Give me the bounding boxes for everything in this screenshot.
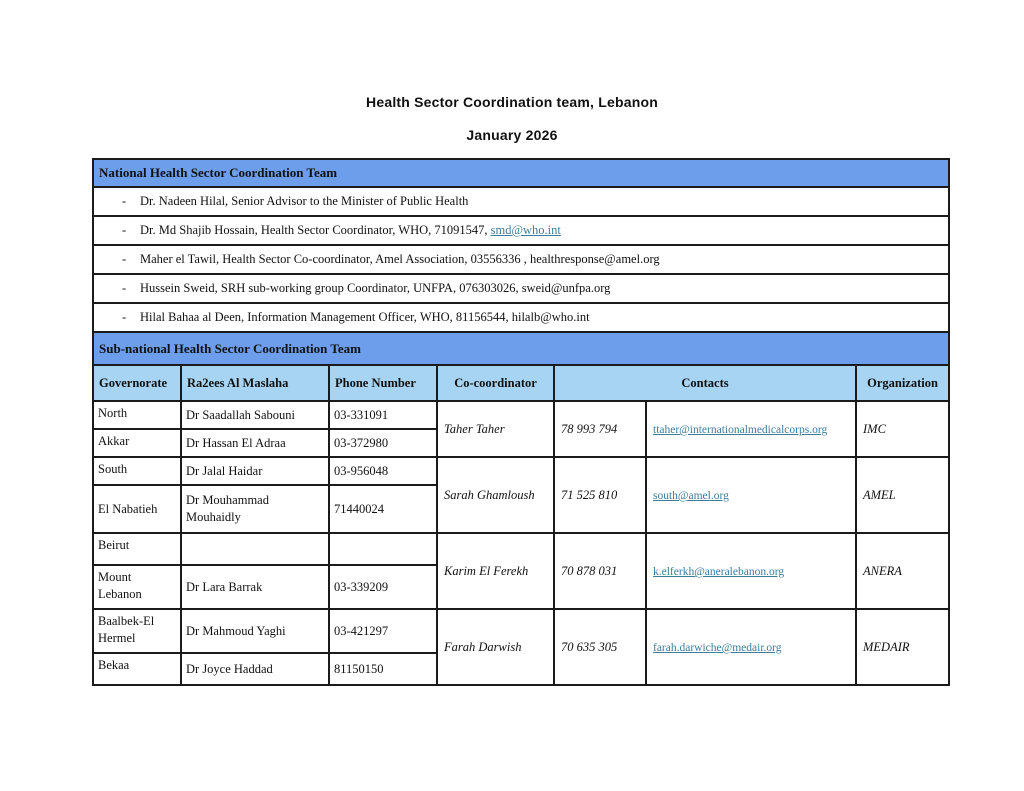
organization-cell: ANERA [856, 533, 949, 609]
doctor-cell: Dr Lara Barrak [181, 565, 329, 609]
doctor-cell: Dr Saadallah Sabouni [181, 401, 329, 429]
doctor-cell: Dr Jalal Haidar [181, 457, 329, 485]
member-cell [93, 303, 949, 332]
email-link[interactable]: smd@who.int [490, 223, 561, 237]
bullet-dash: - [122, 223, 127, 237]
organization-cell: MEDAIR [856, 609, 949, 685]
member-cell [93, 245, 949, 274]
table-row [93, 533, 949, 565]
national-member-row [93, 187, 949, 216]
member-text: Maher el Tawil, Health Sector Co-coordinator, Amel Association, 03556336 , healthresponse@amel.org [140, 252, 660, 266]
table-row [93, 457, 949, 485]
bullet-dash: - [122, 252, 127, 266]
email-link[interactable]: k.elferkh@aneralebanon.org [653, 566, 785, 578]
bullet-dash: - [122, 281, 127, 295]
coordination-table [92, 158, 950, 686]
email-link[interactable]: ttaher@internationalmedicalcorps.org [653, 424, 828, 436]
column-header-row [93, 365, 949, 401]
col-ra2ees: Ra2ees Al Maslaha [181, 365, 329, 401]
governorate-cell: Baalbek-El Hermel [93, 609, 181, 653]
national-member-row [93, 216, 949, 245]
organization-cell: IMC [856, 401, 949, 457]
contact-email-cell [646, 457, 856, 533]
phone-cell: 03-956048 [329, 457, 437, 485]
coordinator-cell: Farah Darwish [437, 609, 554, 685]
contact-email-cell [646, 401, 856, 457]
page-title: Health Sector Coordination team, Lebanon [366, 94, 658, 110]
page-subtitle: January 2026 [466, 127, 558, 143]
subnational-header-row [93, 332, 949, 365]
national-section-header: National Health Sector Coordination Team [93, 159, 949, 187]
email-link[interactable]: south@amel.org [653, 490, 729, 502]
contact-phone-cell: 70 878 031 [554, 533, 646, 609]
coordinator-cell: Sarah Ghamloush [437, 457, 554, 533]
contact-phone-cell: 71 525 810 [554, 457, 646, 533]
coordinator-cell: Taher Taher [437, 401, 554, 457]
member-cell [93, 187, 949, 216]
phone-cell: 81150150 [329, 653, 437, 685]
governorate-cell: South [93, 457, 181, 485]
governorate-cell: Bekaa [93, 653, 181, 685]
table-row [93, 401, 949, 429]
coordinator-cell: Karim El Ferekh [437, 533, 554, 609]
member-text: Dr. Nadeen Hilal, Senior Advisor to the Minister of Public Health [140, 194, 469, 208]
col-governorate: Governorate [93, 365, 181, 401]
doctor-cell [181, 533, 329, 565]
col-coordinator: Co-coordinator [437, 365, 554, 401]
national-member-row [93, 274, 949, 303]
table-row [93, 609, 949, 653]
doctor-cell: Dr Mahmoud Yaghi [181, 609, 329, 653]
member-cell [93, 274, 949, 303]
contact-email-cell [646, 533, 856, 609]
governorate-cell: El Nabatieh [93, 485, 181, 533]
phone-cell: 71440024 [329, 485, 437, 533]
email-link[interactable]: farah.darwiche@medair.org [653, 642, 782, 654]
national-member-row [93, 303, 949, 332]
phone-cell: 03-421297 [329, 609, 437, 653]
doctor-cell: Dr Mouhammad Mouhaidly [181, 485, 329, 533]
member-cell [93, 216, 949, 245]
member-text: Dr. Md Shajib Hossain, Health Sector Coordinator, WHO, 71091547, [140, 223, 491, 237]
national-member-row [93, 245, 949, 274]
doctor-cell: Dr Hassan El Adraa [181, 429, 329, 457]
col-phone: Phone Number [329, 365, 437, 401]
phone-cell: 03-331091 [329, 401, 437, 429]
col-contacts: Contacts [554, 365, 856, 401]
phone-cell: 03-372980 [329, 429, 437, 457]
contact-email-cell [646, 609, 856, 685]
bullet-dash: - [122, 310, 127, 324]
governorate-cell: Mount Lebanon [93, 565, 181, 609]
member-text: Hussein Sweid, SRH sub-working group Coordinator, UNFPA, 076303026, sweid@unfpa.org [140, 281, 611, 295]
phone-cell [329, 533, 437, 565]
organization-cell: AMEL [856, 457, 949, 533]
national-header-row [93, 159, 949, 187]
bullet-dash: - [122, 194, 127, 208]
phone-cell: 03-339209 [329, 565, 437, 609]
col-organization: Organization [856, 365, 949, 401]
subnational-section-header: Sub-national Health Sector Coordination Team [93, 332, 949, 365]
contact-phone-cell: 70 635 305 [554, 609, 646, 685]
doctor-cell: Dr Joyce Haddad [181, 653, 329, 685]
governorate-cell: Beirut [93, 533, 181, 565]
member-text: Hilal Bahaa al Deen, Information Management Officer, WHO, 81156544, hilalb@who.int [140, 310, 590, 324]
governorate-cell: North [93, 401, 181, 429]
governorate-cell: Akkar [93, 429, 181, 457]
contact-phone-cell: 78 993 794 [554, 401, 646, 457]
